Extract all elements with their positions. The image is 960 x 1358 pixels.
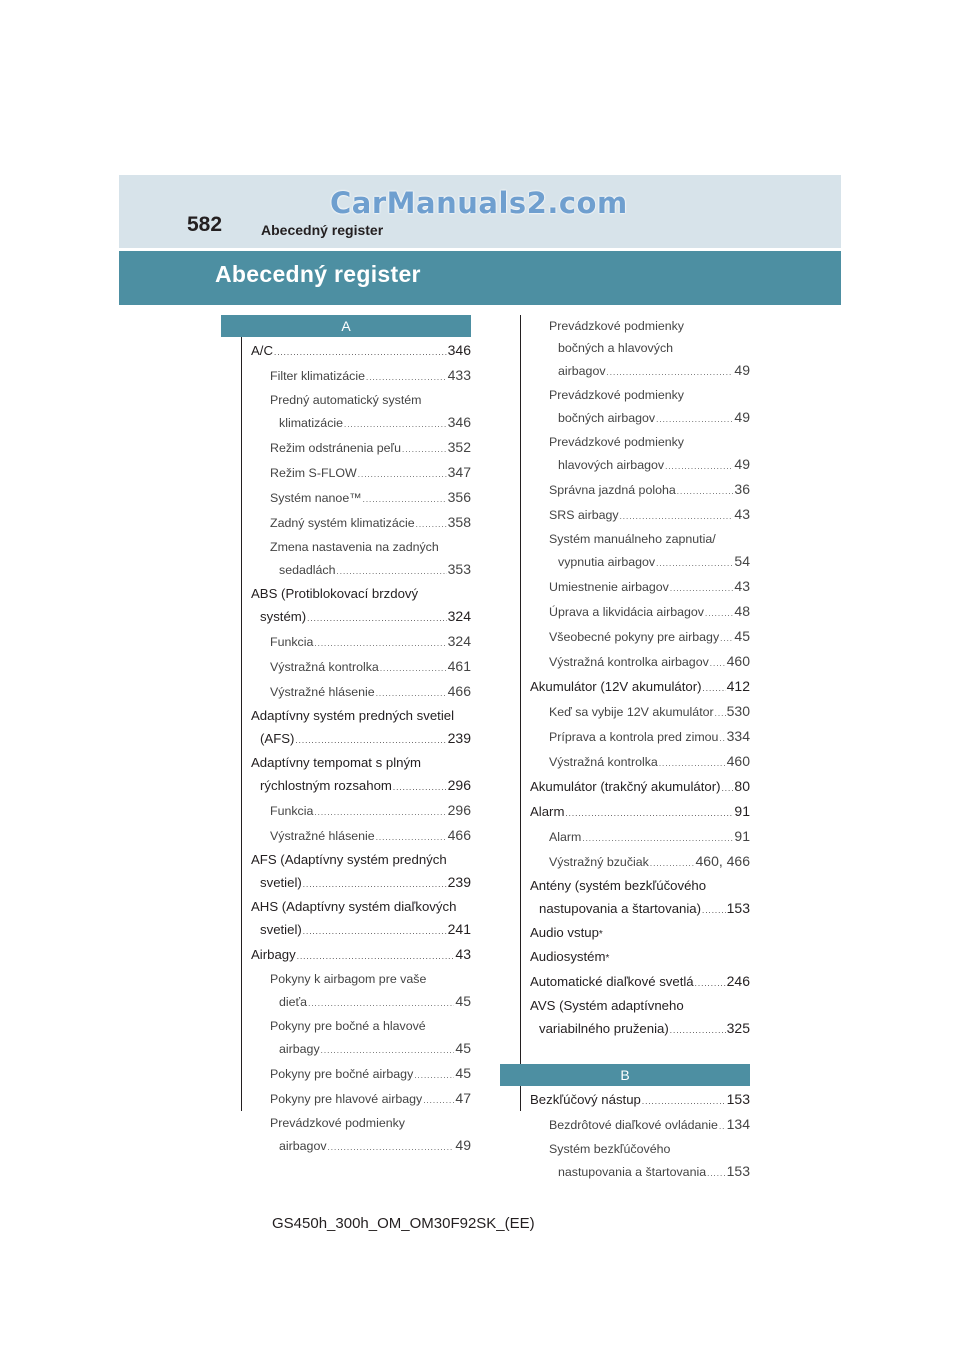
index-entry-label: svetiel) [260,922,302,937]
index-entry [530,725,750,750]
index-entry-label: hlavových airbagov [558,458,665,472]
index-entry-label: bočných airbagov [558,411,656,425]
index-entry-label: dieťa [279,995,308,1009]
leader-dots [705,603,733,625]
leader-dots [307,608,446,630]
index-entry [251,511,471,536]
index-entry-page: 45 [455,993,471,1009]
index-entry-label: sedadlách [279,563,336,577]
footnote-star: * [605,953,610,964]
index-entry-label: Alarm [549,830,582,844]
index-entry [530,1113,750,1138]
index-entry [251,727,471,752]
index-entry-label: Výstražný bzučiak [549,855,649,869]
leader-dots [703,678,726,700]
footer-code: GS450h_300h_OM_OM30F92SK_(EE) [272,1215,535,1232]
index-entry-label: Všeobecné pokyny pre airbagy [549,630,720,644]
index-entry-page: 49 [734,362,750,378]
leader-dots [416,514,447,536]
index-entry-label: (AFS) [260,731,295,746]
leader-dots [295,730,446,752]
index-entry-label: AFS (Adaptívny systém predných [251,852,447,867]
leader-dots [719,1116,726,1138]
index-entry [530,675,750,700]
index-entry-page: 49 [734,409,750,425]
index-entry-label: Adaptívny tempomat s plným [251,755,422,770]
leader-dots [337,561,447,583]
index-entry [530,650,750,675]
index-entry [251,680,471,705]
index-entry-page: 412 [726,678,750,694]
index-entry-page: 47 [455,1090,471,1106]
index-entry-label: Výstražná kontrolka [549,755,658,769]
index-entry-page: 324 [447,608,471,624]
index-entry-page: 45 [455,1065,471,1081]
index-entry [530,315,750,337]
index-entry-page: 460 [726,753,750,769]
index-entry [530,431,750,453]
index-entry-label: nastupovania a štartovania) [539,901,702,916]
index-entry [530,384,750,406]
index-entry-label: klimatizácie [279,416,344,430]
index-entry-label: Pokyny pre bočné a hlavové [270,1019,426,1033]
index-entry-page: 346 [447,414,471,430]
leader-dots [659,753,726,775]
index-entry [251,436,471,461]
index-entry-label: Funkcia [270,804,314,818]
index-column-right [530,315,750,1185]
index-entry-page: 49 [734,456,750,472]
index-entry-page: 43 [734,578,750,594]
index-entry-label: Automatické diaľkové svetlá [530,974,694,989]
index-entry [251,486,471,511]
index-entry-label: airbagov [279,1139,327,1153]
index-entry [251,799,471,824]
index-entry [251,630,471,655]
index-entry [530,700,750,725]
index-entry [251,849,471,871]
index-entry [251,943,471,968]
index-entry-label: Systém bezkľúčového [549,1142,671,1156]
index-entry [530,625,750,650]
leader-dots [565,803,733,825]
index-entry-label: Prevádzkové podmienky [270,1116,405,1130]
leader-dots [670,578,734,600]
index-entry [251,1134,471,1159]
index-entry-label: systém) [260,609,307,624]
index-entry [530,946,750,970]
index-entry-label: Keď sa vybije 12V akumulátor [549,705,714,719]
index-entry-page: 466 [447,683,471,699]
index-list-left [251,339,471,1159]
leader-dots [376,683,447,705]
index-entry [530,850,750,875]
index-entry-page: 45 [734,628,750,644]
index-entry [530,337,750,359]
index-entry [530,1088,750,1113]
leader-dots [414,1065,454,1087]
index-entry-label: Príprava a kontrola pred zimou [549,730,719,744]
index-entry [251,1112,471,1134]
index-entry [530,528,750,550]
index-entry-page: 80 [734,778,750,794]
leader-dots [358,464,447,486]
leader-dots [303,874,447,896]
index-entry-label: Adaptívny systém predných svetiel [251,708,455,723]
index-entry [530,478,750,503]
index-entry-label: bočných a hlavových [558,341,674,355]
index-entry-page: 353 [447,561,471,577]
index-entry-label: Alarm [530,804,565,819]
index-entry [251,389,471,411]
index-entry [251,1015,471,1037]
index-entry [530,922,750,946]
index-entry-label: Zmena nastavenia na zadných [270,540,439,554]
leader-dots [715,703,726,725]
index-column-left [251,315,471,1159]
index-entry-label: Antény (systém bezkľúčového [530,878,707,893]
leader-dots [363,489,447,511]
index-entry-page: 45 [455,1040,471,1056]
index-entry [530,970,750,995]
leader-dots [642,1091,726,1113]
index-entry-label: Výstražné hlásenie [270,829,375,843]
index-entry-label: Predný automatický systém [270,393,422,407]
running-head: Abecedný register [261,222,384,238]
leader-dots [344,414,447,436]
index-entry-page: 49 [455,1137,471,1153]
leader-dots [656,553,733,575]
index-entry-label: Bezkľúčový nástup [530,1092,641,1107]
index-entry-label: Výstražná kontrolka airbagov [549,655,709,669]
section-letter-a: A [221,315,471,337]
index-entry-label: AHS (Adaptívny systém diaľkových [251,899,457,914]
watermark: CarManuals2.com [330,186,628,220]
page-title: Abecedný register [215,261,421,287]
index-entry [251,605,471,630]
index-entry-label: Výstražná kontrolka [270,660,379,674]
index-entry [251,871,471,896]
index-entry-label: Systém nanoe™ [270,491,362,505]
index-entry-label: Umiestnenie airbagov [549,580,669,594]
leader-dots [707,1163,726,1185]
index-entry [251,364,471,389]
leader-dots [656,409,733,431]
index-entry [530,1138,750,1160]
index-entry [251,655,471,680]
index-entry [530,875,750,897]
leader-dots [308,993,454,1015]
leader-dots [380,658,447,680]
index-entry-page: 43 [734,506,750,522]
index-entry-page: 461 [447,658,471,674]
index-entry [530,600,750,625]
index-entry-label: Audiosystém [530,949,606,964]
index-entry [251,774,471,799]
index-entry-label: Akumulátor (12V akumulátor) [530,679,702,694]
index-entry [530,503,750,528]
index-entry [530,550,750,575]
column-rule-left [241,315,242,1111]
leader-dots [670,1020,726,1042]
index-entry [530,406,750,431]
index-entry-label: Airbagy [251,947,296,962]
index-entry [530,750,750,775]
index-entry [251,1087,471,1112]
index-entry-page: 296 [447,777,471,793]
index-entry-label: airbagov [558,364,606,378]
index-entry-page: 239 [447,874,471,890]
index-entry-page: 358 [447,514,471,530]
index-entry-label: Prevádzkové podmienky [549,388,684,402]
index-entry-page: 346 [447,342,471,358]
leader-dots [702,900,726,922]
index-entry [251,411,471,436]
leader-dots [607,362,734,384]
index-entry [530,775,750,800]
index-entry-page: 241 [447,921,471,937]
index-entry-page: 460, 466 [695,853,750,869]
index-entry-label: vypnutia airbagov [558,555,656,569]
leader-dots [303,921,447,943]
index-entry-label: variabilného pruženia) [539,1021,669,1036]
index-entry-page: 246 [726,973,750,989]
leader-dots [722,778,734,800]
index-entry-page: 460 [726,653,750,669]
section-letter-b: B [500,1064,750,1086]
index-entry [251,752,471,774]
index-entry-page: 356 [447,489,471,505]
index-entry-page: 239 [447,730,471,746]
leader-dots [314,633,446,655]
leader-dots [297,946,455,968]
index-entry-label: Funkcia [270,635,314,649]
index-entry [530,800,750,825]
index-entry-page: 153 [726,1091,750,1107]
index-entry-label: nastupovania a štartovania [558,1165,707,1179]
index-entry-label: Prevádzkové podmienky [549,435,684,449]
index-entry [251,968,471,990]
leader-dots [665,456,733,478]
leader-dots [582,828,733,850]
index-entry-label: Pokyny pre hlavové airbagy [270,1092,423,1106]
index-entry [530,359,750,384]
index-entry-label: Správna jazdná poloha [549,483,676,497]
index-entry [251,918,471,943]
leader-dots [402,439,447,461]
leader-dots [328,1137,455,1159]
leader-dots [620,506,734,528]
index-entry-page: 134 [726,1116,750,1132]
page-number: 582 [187,213,223,236]
index-entry-page: 530 [726,703,750,719]
index-entry-page: 36 [734,481,750,497]
index-entry-page: 48 [734,603,750,619]
leader-dots [314,802,446,824]
index-entry-label: SRS airbagy [549,508,619,522]
index-entry [251,896,471,918]
index-entry-page: 325 [726,1020,750,1036]
leader-dots [423,1090,454,1112]
index-entry-label: AVS (Systém adaptívneho [530,998,684,1013]
index-entry [251,1037,471,1062]
index-entry-page: 466 [447,827,471,843]
index-entry-label: rýchlostným rozsahom [260,778,392,793]
index-entry [530,995,750,1017]
index-entry-label: Filter klimatizácie [270,369,366,383]
index-entry-page: 153 [726,1163,750,1179]
leader-dots [650,853,695,875]
index-entry-label: Režim S-FLOW [270,466,357,480]
index-entry [251,536,471,558]
footnote-star: * [598,929,603,940]
index-entry-label: Prevádzkové podmienky [549,319,684,333]
index-entry [530,1017,750,1042]
index-entry [251,824,471,849]
index-entry-page: 324 [447,633,471,649]
index-entry [530,897,750,922]
index-entry-label: A/C [251,343,273,358]
index-entry-page: 347 [447,464,471,480]
index-entry-page: 296 [447,802,471,818]
leader-dots [366,367,447,389]
index-entry-label: Pokyny pre bočné airbagy [270,1067,414,1081]
index-entry-page: 433 [447,367,471,383]
index-list-right-a [530,315,750,1042]
leader-dots [719,728,725,750]
index-entry [530,453,750,478]
index-entry-page: 334 [726,728,750,744]
leader-dots [321,1040,455,1062]
index-entry-page: 54 [734,553,750,569]
index-entry [530,1160,750,1185]
column-rule-right [520,315,521,1111]
index-entry-page: 91 [734,828,750,844]
index-entry [251,339,471,364]
index-entry [251,558,471,583]
index-entry-page: 43 [455,946,471,962]
index-entry-page: 91 [734,803,750,819]
index-entry-label: airbagy [279,1042,320,1056]
index-entry-label: Bezdrôtové diaľkové ovládanie [549,1118,718,1132]
index-entry [530,825,750,850]
index-list-right-b [530,1088,750,1185]
index-entry-label: Zadný systém klimatizácie [270,516,415,530]
index-entry [251,461,471,486]
leader-dots [393,777,447,799]
index-entry [251,990,471,1015]
index-entry [251,1062,471,1087]
index-entry [251,705,471,727]
index-entry-label: ABS (Protiblokovací brzdový [251,586,419,601]
index-entry-label: Režim odstránenia peľu [270,441,402,455]
leader-dots [677,481,734,503]
leader-dots [720,628,733,650]
leader-dots [376,827,447,849]
index-entry-page: 153 [726,900,750,916]
index-entry [530,575,750,600]
leader-dots [695,973,726,995]
leader-dots [710,653,726,675]
index-entry-label: Audio vstup [530,925,599,940]
index-entry-page: 352 [447,439,471,455]
index-entry-label: Systém manuálneho zapnutia/ [549,532,716,546]
leader-dots [274,342,447,364]
index-entry-label: Pokyny k airbagom pre vaše [270,972,427,986]
index-entry-label: Úprava a likvidácia airbagov [549,605,704,619]
index-entry-label: Akumulátor (trakčný akumulátor) [530,779,721,794]
index-entry-label: svetiel) [260,875,302,890]
index-entry [251,583,471,605]
index-entry-label: Výstražné hlásenie [270,685,375,699]
